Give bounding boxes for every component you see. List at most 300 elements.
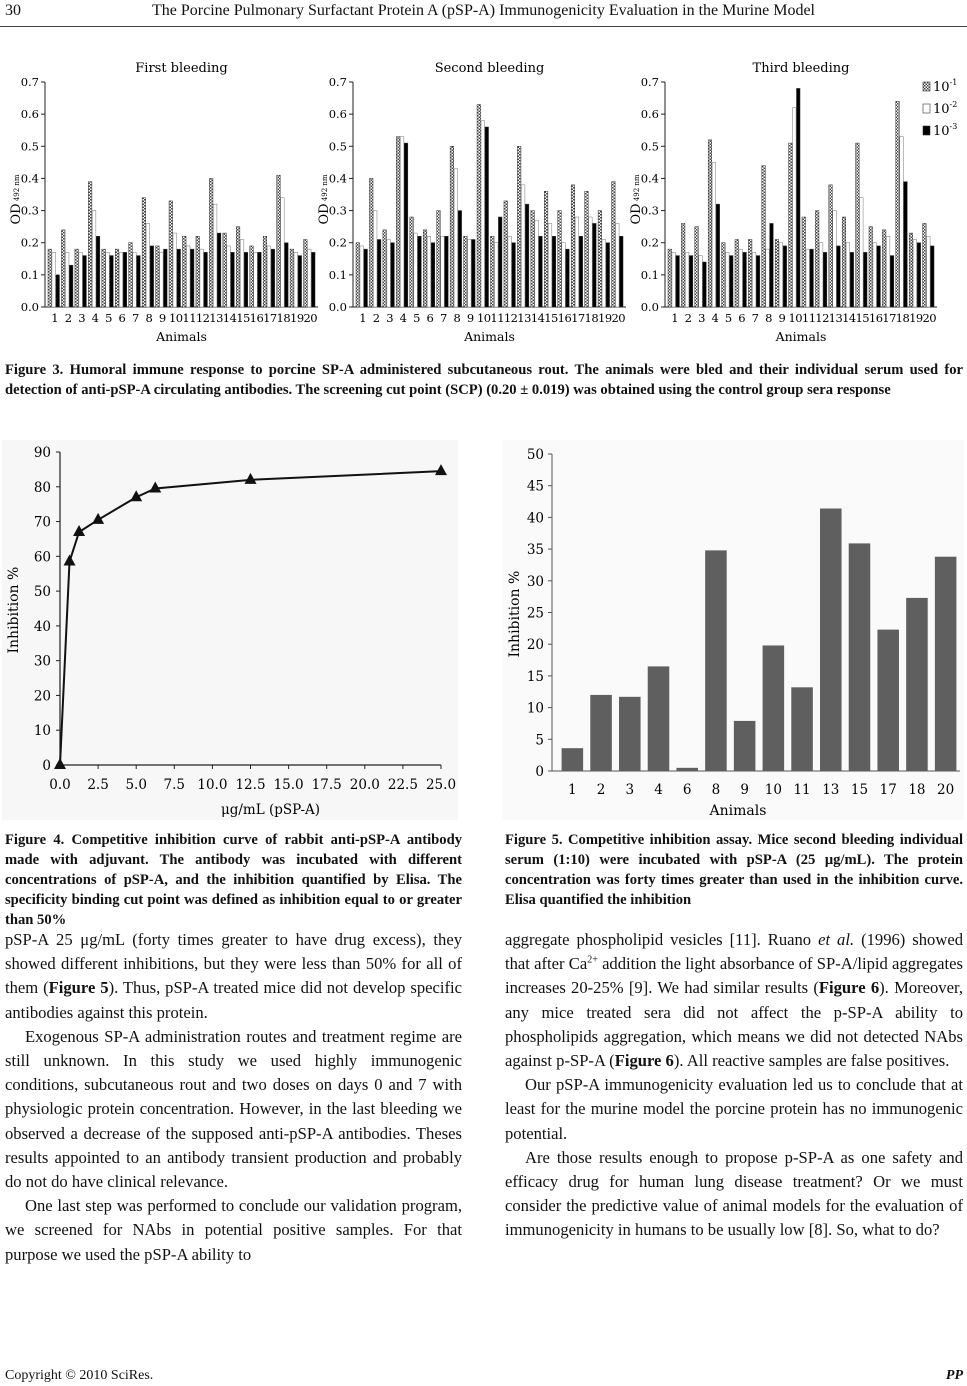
bar [676, 256, 680, 307]
bar [708, 140, 712, 307]
legend-exponent: -3 [949, 122, 958, 131]
bar [612, 182, 616, 307]
legend-label: $10^{-1}$ [933, 78, 958, 95]
bar [562, 243, 566, 307]
bar [79, 252, 83, 307]
y-tick-label: 0.2 [328, 235, 347, 250]
bar [598, 211, 602, 307]
x-tick-label: 15 [855, 311, 870, 325]
bar [927, 236, 931, 307]
bar [882, 230, 886, 307]
bar [92, 211, 96, 307]
y-tick-label: 0.7 [640, 75, 659, 89]
figure-3-caption: Figure 3. Humoral immune response to porcine SP-A administered subcutaneous rout. The animals were bled and their individual serum used for detection of anti-pSP-A circulating antibodies. The screening cut point (SCP) (0.20 ± 0.019) was obtained using the control group sera response [5, 362, 963, 398]
bar [110, 256, 114, 307]
x-tick-label: 19 [909, 311, 923, 325]
bar [535, 220, 539, 307]
x-tick-label: 17 [571, 311, 585, 325]
x-tick-label: 4 [91, 311, 99, 325]
x-tick-label: 7 [440, 311, 447, 325]
bar [146, 223, 150, 307]
x-tick-label: 8 [453, 311, 461, 325]
bar [244, 252, 248, 307]
bar [468, 240, 472, 308]
bar [115, 249, 119, 307]
legend-label: $10^{-3}$ [933, 122, 958, 139]
bar [356, 243, 360, 307]
chart-title: First bleeding [135, 61, 228, 76]
x-tick-label: 3 [386, 311, 394, 325]
bar [498, 217, 502, 307]
bar [846, 243, 850, 307]
bar [369, 178, 373, 307]
y-tick-label: 0.5 [640, 139, 659, 154]
x-tick-label: 11 [793, 782, 811, 798]
x-tick-label: 17 [263, 311, 277, 325]
bar [404, 143, 408, 307]
bar [619, 697, 641, 771]
bar [102, 249, 106, 307]
x-tick-label: 2 [64, 311, 72, 325]
y-tick-label: 0.0 [20, 300, 39, 314]
bar [712, 162, 716, 307]
x-tick-label: 1 [359, 311, 367, 325]
y-tick-label: 0.6 [640, 107, 659, 122]
bar [65, 252, 69, 307]
bar [726, 252, 730, 307]
bar [373, 211, 377, 307]
bar [837, 246, 841, 307]
bar [877, 630, 899, 771]
bar [602, 240, 606, 308]
bar [400, 137, 404, 307]
bar [119, 252, 123, 307]
bar [414, 233, 418, 307]
x-tick-label: 16 [868, 311, 883, 325]
bar [873, 243, 877, 307]
y-tick-label: 50 [33, 584, 51, 601]
x-tick-label: 4 [654, 782, 663, 798]
bar [48, 249, 52, 307]
bar [298, 256, 302, 307]
bar [290, 249, 294, 307]
bar [685, 252, 689, 307]
bar [762, 166, 766, 307]
x-tick-label: 6 [118, 311, 126, 325]
x-tick-label: 6 [738, 311, 746, 325]
bar [585, 191, 589, 307]
bar [360, 246, 364, 307]
y-tick-label: 0 [535, 764, 544, 780]
x-tick-label: 3 [78, 311, 86, 325]
bar [491, 236, 495, 307]
bar [544, 191, 548, 307]
y-tick-label: 25 [526, 605, 544, 622]
x-tick-label: 5.0 [125, 777, 147, 793]
y-tick-label: 60 [33, 549, 51, 566]
bar [183, 236, 187, 307]
bar [250, 246, 254, 307]
bar [227, 246, 231, 307]
bar [548, 223, 552, 307]
bar [481, 121, 485, 307]
bar [734, 721, 756, 771]
y-tick-label: 0.2 [20, 235, 39, 250]
x-tick-label: 17 [879, 782, 897, 798]
bar [69, 265, 73, 307]
y-tick-label: 0.1 [640, 267, 659, 282]
bar [552, 236, 556, 307]
x-tick-label: 11 [801, 311, 816, 325]
bar [593, 223, 597, 307]
bar [752, 252, 756, 307]
y-tick-label: 20 [526, 637, 544, 654]
bar [703, 262, 707, 307]
x-tick-label: 9 [466, 311, 474, 325]
bar [133, 252, 137, 307]
bar [56, 275, 60, 307]
bar [890, 256, 894, 307]
bar [231, 252, 235, 307]
y-tick-label: 0.3 [640, 203, 659, 218]
bar [743, 252, 747, 307]
bar [886, 236, 890, 307]
y-tick-label: 40 [526, 510, 544, 527]
bar [508, 236, 512, 307]
bar [575, 217, 579, 307]
bar [531, 211, 535, 307]
bar [472, 240, 476, 308]
bar [186, 246, 190, 307]
y-tick-label: 80 [33, 479, 51, 496]
x-axis-label: Animals [775, 329, 827, 344]
bar [445, 236, 449, 307]
x-tick-label: 13 [209, 311, 223, 325]
bar [539, 236, 543, 307]
bar [705, 550, 727, 771]
bar [906, 598, 928, 771]
y-tick-label: 0.4 [640, 171, 659, 186]
x-tick-label: 1 [568, 782, 577, 798]
bar [311, 252, 315, 307]
x-tick-label: 11 [182, 311, 197, 325]
bar [418, 236, 422, 307]
x-tick-label: 11 [490, 311, 505, 325]
x-tick-label: 10 [788, 311, 803, 325]
bar [387, 240, 391, 308]
bar [695, 227, 699, 307]
bar [204, 252, 208, 307]
y-axis-label-sub: 492 nm [633, 174, 641, 204]
y-tick-label: 0.1 [20, 267, 39, 282]
x-tick-label: 9 [158, 311, 166, 325]
x-tick-label: 13 [517, 311, 531, 325]
y-tick-label: 0.6 [328, 107, 347, 122]
bar [722, 243, 726, 307]
x-tick-label: 15.0 [273, 777, 304, 793]
bar [263, 236, 267, 307]
x-tick-label: 19 [598, 311, 612, 325]
y-axis-label: OD 492 nm [9, 174, 24, 225]
bar [258, 252, 262, 307]
x-tick-label: 8 [711, 782, 721, 798]
x-tick-label: 20 [937, 782, 955, 798]
x-tick-label: 16 [557, 311, 572, 325]
bar [485, 127, 489, 307]
bar [766, 249, 770, 307]
y-axis-label: OD 492 nm [317, 174, 332, 225]
y-tick-label: 50 [526, 447, 544, 463]
bar [209, 178, 213, 307]
bar [454, 169, 458, 307]
chart-panel-3 [629, 61, 957, 344]
bar [806, 249, 810, 307]
y-tick-label: 10 [33, 723, 51, 740]
x-tick-label: 20 [303, 311, 318, 325]
x-tick-label: 17 [882, 311, 896, 325]
bar [75, 249, 79, 307]
y-tick-label: 5 [535, 732, 544, 749]
legend-swatch [923, 126, 930, 135]
x-tick-label: 1 [51, 311, 59, 325]
bar [699, 256, 703, 307]
y-tick-label: 0.2 [640, 235, 659, 250]
y-tick-label: 0.4 [20, 171, 39, 186]
bar [294, 252, 298, 307]
paragraph: aggregate phospholipid vesicles [11]. Ruano et al. (1996) showed that after $Ca^{2+}$ addition the light absorbance of SP-A/lipid aggregates increases 20-25% [9]. We had similar results (Figure 6). Moreover, any mice treated sera did not affect the p-SP-A ability to phospholipids aggregation, which means we did not detected NAbs against p-SP-A (Figure 6). All reactive samples are false positives. [505, 930, 963, 1071]
x-tick-label: 20.0 [349, 777, 380, 793]
bar [869, 227, 873, 307]
bar [833, 211, 837, 307]
bar [917, 243, 921, 307]
legend-swatch [923, 82, 930, 91]
bar [391, 243, 395, 307]
bar [525, 204, 529, 307]
bar [423, 230, 427, 307]
x-tick-label: 7.5 [163, 777, 186, 793]
bar [517, 146, 521, 307]
bar [377, 240, 381, 308]
running-title: The Porcine Pulmonary Surfactant Protein A (pSP-A) Immunogenicity Evaluation in the Murine Model [152, 2, 815, 19]
x-tick-label: 4 [399, 311, 407, 325]
y-axis-label: OD 492 nm [629, 174, 644, 225]
y-tick-label: 0.3 [328, 203, 347, 218]
y-tick-label: 90 [33, 445, 51, 461]
bar [729, 256, 733, 307]
x-tick-label: 12.5 [235, 777, 266, 793]
bar [619, 236, 623, 307]
bar [223, 233, 227, 307]
bar [477, 105, 481, 308]
figure-4-caption: Figure 4. Competitive inhibition curve of rabbit anti-pSP-A antibody made with adjuvant. The antibody was incubated with different concentrations of pSP-A, and the inhibition quantified by Elisa. The specificity binding cut point was defined as inhibition equal to or greater than 50% [5, 832, 462, 928]
x-tick-label: 14 [222, 311, 237, 325]
x-tick-label: 4 [711, 311, 719, 325]
bar [173, 233, 177, 307]
bar [779, 243, 783, 307]
legend-exponent: -2 [949, 100, 958, 109]
bar [672, 252, 676, 307]
x-tick-label: 10 [168, 311, 183, 325]
bar [823, 252, 827, 307]
bar [606, 243, 610, 307]
paragraph: One last step was performed to conclude our validation program, we screened for NAbs in potential positive samples. For that purpose we used the pSP-A ability to [5, 1196, 462, 1264]
chart-panel-2 [317, 61, 626, 344]
x-tick-label: 17.5 [311, 777, 342, 793]
y-axis-label-sub: 492 nm [13, 174, 21, 204]
bar [815, 211, 819, 307]
bar [842, 217, 846, 307]
page-footer [5, 1368, 963, 1384]
bar [558, 211, 562, 307]
bar [129, 243, 133, 307]
bar [267, 246, 271, 307]
bar [410, 217, 414, 307]
chart-title: Second bleeding [434, 61, 545, 76]
x-tick-label: 9 [778, 311, 786, 325]
y-tick-label: 0.3 [20, 203, 39, 218]
bar [676, 768, 698, 771]
bar [213, 204, 217, 307]
x-tick-label: 15 [850, 782, 869, 798]
bar [427, 236, 431, 307]
bar [796, 88, 800, 307]
bar [200, 249, 204, 307]
y-tick-label: 15 [526, 668, 544, 685]
bar [61, 230, 65, 307]
bar [494, 243, 498, 307]
bar [860, 198, 864, 307]
page-header [0, 0, 967, 22]
bar [735, 240, 739, 308]
y-tick-label: 0.0 [328, 300, 347, 314]
paragraph: Are those results enough to propose p-SP-A as one safety and efficacy drug for human lung disease treatment? Or we must consider the predictive value of animal models for the evaluation of immunogenicity in humans to be usually low [8]. So, what to do? [505, 1147, 963, 1240]
y-tick-label: 0.7 [20, 75, 39, 89]
x-tick-label: 5 [413, 311, 420, 325]
bar [789, 143, 793, 307]
bar [896, 101, 900, 307]
bar [689, 256, 693, 307]
x-tick-label: 2 [372, 311, 380, 325]
bar [96, 236, 100, 307]
figure-5-caption: Figure 5. Competitive inhibition assay. Mice second bleeding individual serum (1:10) were incubated with pSP-A (25 μg/mL). The protein concentration was forty times greater than used in the inhibition curve. Elisa quantified the inhibition [505, 832, 963, 908]
bar [923, 223, 927, 307]
bar [177, 249, 181, 307]
bar [271, 249, 275, 307]
legend-exponent: -1 [949, 78, 958, 87]
y-tick-label: 40 [33, 618, 51, 635]
bar [277, 175, 281, 307]
bar [521, 185, 525, 307]
left-column [5, 928, 462, 1267]
bar [160, 252, 164, 307]
chart-title: Third bleeding [752, 61, 850, 76]
bar [716, 204, 720, 307]
bar [396, 137, 400, 307]
bar [123, 252, 127, 307]
bar [856, 143, 860, 307]
bar [900, 137, 904, 307]
x-tick-label: 13 [828, 311, 843, 325]
bar [431, 243, 435, 307]
bar [217, 233, 221, 307]
bar [763, 645, 785, 771]
bar [566, 249, 570, 307]
bar [877, 246, 881, 307]
paragraph: pSP-A 25 μg/mL (forty times greater to have drug excess), they showed different inhibitions, but they were less than 50% for all of them (Figure 5). Thus, pSP-A treated mice did not develop specific antibodies against this protein. [5, 930, 462, 1022]
plot-background [2, 440, 458, 820]
bar [106, 252, 110, 307]
bar [437, 211, 441, 307]
x-tick-label: 18 [276, 311, 291, 325]
x-tick-label: 20 [922, 311, 937, 325]
paragraph: Our pSP-A immunogenicity evaluation led us to conclude that at least for the murine model the porcine protein has no immunogenic potential. [505, 1075, 963, 1143]
y-tick-label: 0.6 [20, 107, 39, 122]
x-tick-label: 10 [476, 311, 491, 325]
x-tick-label: 16 [249, 311, 264, 325]
x-tick-label: 7 [751, 311, 759, 325]
bar [810, 249, 814, 307]
y-tick-label: 0.1 [328, 267, 347, 282]
journal-abbrev: PP [945, 1368, 963, 1383]
bar [783, 246, 787, 307]
bar [164, 249, 168, 307]
y-tick-label: 0.5 [20, 139, 39, 154]
y-tick-label: 20 [33, 688, 51, 705]
bar [770, 223, 774, 307]
bar [850, 252, 854, 307]
paragraph: Exogenous SP-A administration routes and treatment regime are still unknown. In this study we used highly immunogenic conditions, subcutaneous rout and two doses on days 0 and 7 with physiologic protein concentration. However, in the last bleeding we observed a decrease of the supposed anti-pSP-A antibodies. Theses results appointed to an antibody transient production and probably do not do have clinical relevance. [5, 1026, 462, 1192]
x-tick-label: 3 [625, 782, 635, 798]
x-tick-label: 8 [145, 311, 153, 325]
figure-4-chart [0, 438, 465, 823]
x-tick-label: 19 [290, 311, 304, 325]
x-tick-label: 14 [530, 311, 545, 325]
bar [150, 246, 154, 307]
x-axis-label: μg/mL (pSP-A) [220, 802, 321, 818]
bar [458, 211, 462, 307]
legend-label: $10^{-2}$ [933, 100, 958, 117]
x-tick-label: 12 [503, 311, 518, 325]
bar [571, 185, 575, 307]
bar [909, 233, 913, 307]
bar [913, 240, 917, 308]
x-tick-label: 6 [682, 782, 692, 798]
bar [142, 198, 146, 307]
bar [504, 201, 508, 307]
bar [904, 182, 908, 307]
bar [819, 243, 823, 307]
x-tick-label: 2.5 [87, 777, 109, 793]
bar [137, 256, 141, 307]
x-tick-label: 18 [584, 311, 599, 325]
bar [820, 509, 842, 771]
x-tick-label: 14 [842, 311, 856, 325]
x-tick-label: 15 [544, 311, 558, 325]
y-tick-label: 0.0 [640, 300, 659, 314]
bar [450, 146, 454, 307]
y-axis-label-sub: 492 nm [321, 174, 329, 204]
y-tick-label: 45 [526, 478, 544, 495]
figure-3-charts [0, 52, 967, 352]
header-rule [0, 26, 967, 27]
x-axis-label: Animals [464, 329, 515, 344]
x-axis-label: Animals [709, 803, 767, 819]
x-tick-label: 9 [740, 782, 749, 798]
y-tick-label: 70 [33, 514, 51, 531]
bar [793, 108, 797, 307]
x-axis-label: Animals [156, 329, 207, 344]
bar [562, 748, 584, 771]
